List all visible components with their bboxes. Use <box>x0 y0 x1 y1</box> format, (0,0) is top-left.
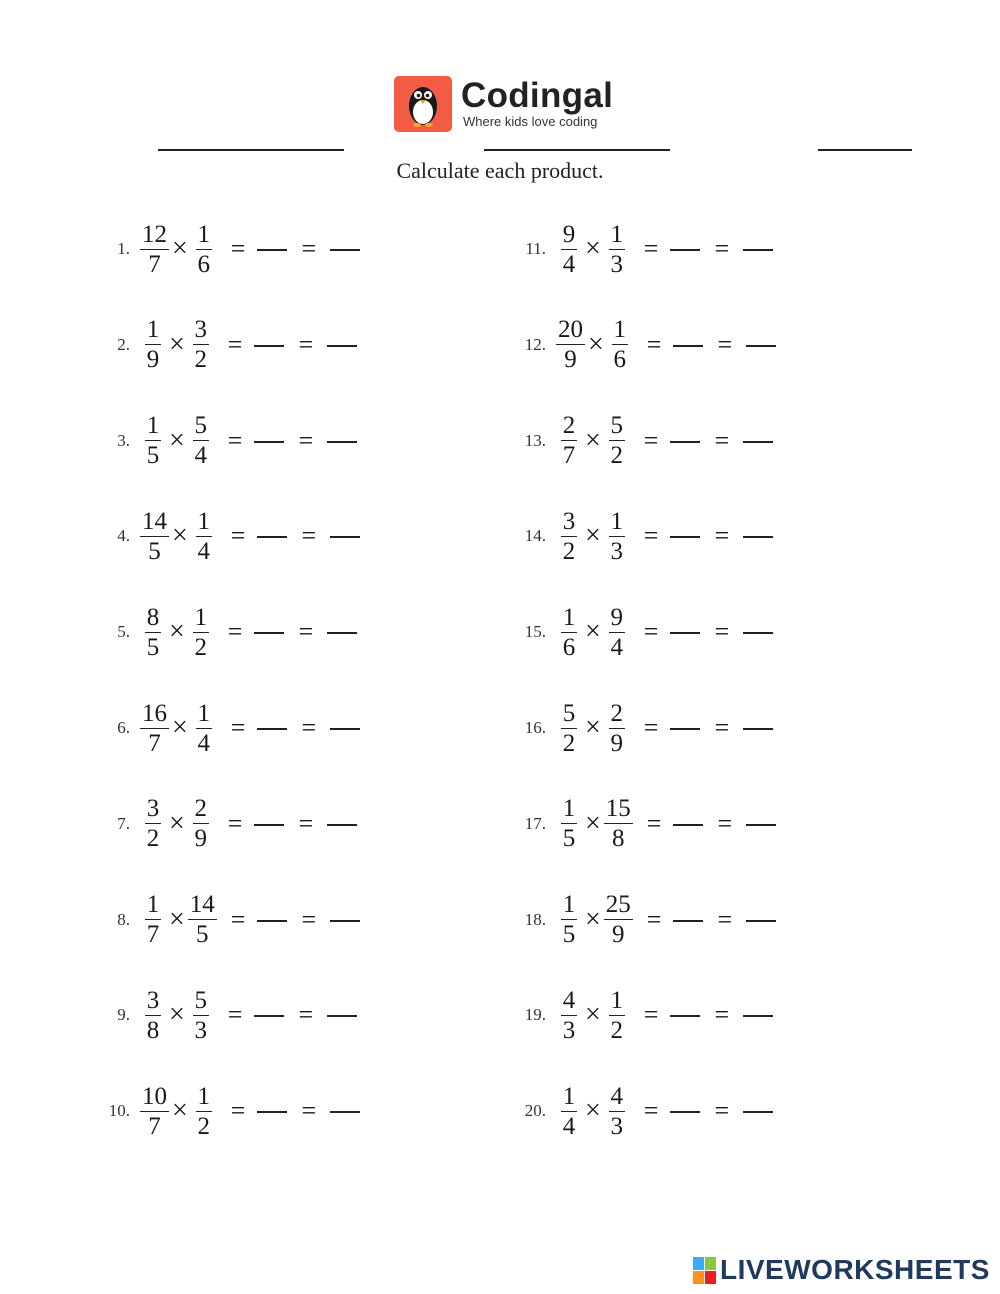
answer-blank-1[interactable] <box>673 920 703 922</box>
name-blank-line[interactable] <box>158 149 344 151</box>
fraction-b <box>188 412 214 469</box>
denominator: 9 <box>194 825 208 853</box>
equals-sign: = <box>643 425 659 455</box>
numerator: 1 <box>610 507 624 535</box>
fraction-b <box>607 316 633 373</box>
denominator: 9 <box>564 346 577 374</box>
numerator: 1 <box>610 220 624 248</box>
equals-sign: = <box>301 713 317 742</box>
problem-number: 6. <box>117 718 130 737</box>
answer-blank-1[interactable] <box>673 824 703 826</box>
liveworksheets-logo <box>693 1254 990 1286</box>
problem-number: 12. <box>524 334 546 354</box>
numerator: 16 <box>142 699 167 727</box>
denominator: 8 <box>146 1016 160 1044</box>
fraction-a <box>140 891 166 948</box>
fraction-a <box>140 412 166 469</box>
problem-item <box>508 310 776 380</box>
equals-sign: = <box>301 904 317 934</box>
numerator: 12 <box>142 220 167 248</box>
answer-blank-1[interactable] <box>670 632 700 634</box>
fraction-a <box>556 1083 582 1140</box>
fraction-a <box>140 221 169 278</box>
numerator: 4 <box>562 986 576 1014</box>
equals-sign: = <box>230 521 246 551</box>
times-sign: × <box>585 712 601 743</box>
fraction-b <box>604 1083 630 1140</box>
equals-sign: = <box>227 808 243 838</box>
denominator: 7 <box>146 921 160 949</box>
equals-sign: = <box>298 329 314 359</box>
problem-item <box>92 310 357 380</box>
denominator: 3 <box>610 250 624 278</box>
fraction-b <box>604 412 630 469</box>
answer-blank-1[interactable] <box>254 632 284 634</box>
numerator: 1 <box>197 220 211 248</box>
answer-blank-2[interactable] <box>746 920 776 922</box>
equals-sign: = <box>301 234 317 263</box>
times-sign: × <box>585 1095 601 1127</box>
numerator: 1 <box>610 986 624 1014</box>
answer-blank-1[interactable] <box>257 536 287 538</box>
footer-brand-text: LIVEWORKSHEETS <box>720 1254 990 1285</box>
problem-item <box>508 1076 773 1146</box>
equals-sign: = <box>714 617 730 647</box>
fraction-b <box>604 795 633 852</box>
numerator: 9 <box>562 220 576 248</box>
equals-sign: = <box>298 617 314 647</box>
equals-sign: = <box>646 904 662 934</box>
answer-blank-1[interactable] <box>254 345 284 347</box>
equals-sign: = <box>643 1096 659 1126</box>
codingal-logo <box>394 76 613 132</box>
problem-item <box>92 1076 360 1146</box>
fraction-b <box>604 508 630 565</box>
fraction-a <box>556 700 582 757</box>
times-sign: × <box>172 520 188 552</box>
numerator: 10 <box>142 1082 167 1110</box>
instructions: Calculate each product. <box>396 158 604 183</box>
equals-sign: = <box>227 425 243 455</box>
numerator: 20 <box>558 316 583 344</box>
answer-blank-1[interactable] <box>670 728 700 730</box>
answer-blank-1[interactable] <box>673 345 703 347</box>
fraction-a <box>556 795 582 852</box>
numerator: 4 <box>610 1082 624 1110</box>
times-sign: × <box>169 903 185 935</box>
answer-blank-2[interactable] <box>743 441 773 443</box>
problem-number: 5. <box>117 622 130 642</box>
numerator: 5 <box>562 699 576 727</box>
brand-tagline: Where kids love coding <box>463 114 598 129</box>
answer-blank-2[interactable] <box>330 920 360 922</box>
brand-name: Codingal <box>461 76 614 115</box>
denominator: 2 <box>610 1016 624 1044</box>
equals-sign: = <box>714 521 730 551</box>
answer-blank-2[interactable] <box>743 728 773 730</box>
fraction-a <box>140 604 166 661</box>
denominator: 7 <box>148 729 161 757</box>
fraction-b <box>191 221 217 278</box>
equals-sign: = <box>646 808 662 838</box>
denominator: 9 <box>146 346 160 374</box>
equals-sign: = <box>301 521 317 551</box>
fraction-a <box>140 1083 169 1140</box>
times-sign: × <box>169 807 185 839</box>
denominator: 7 <box>148 250 161 278</box>
numerator: 9 <box>610 603 624 631</box>
equals-sign: = <box>717 808 733 838</box>
denominator: 5 <box>562 825 576 853</box>
problem-item <box>92 214 360 284</box>
answer-blank-1[interactable] <box>670 1015 700 1017</box>
denominator: 7 <box>562 442 576 470</box>
problem-item <box>508 693 773 763</box>
answer-blank-2[interactable] <box>330 1111 360 1113</box>
numerator: 1 <box>197 699 211 727</box>
fraction-a <box>556 604 582 661</box>
numerator: 1 <box>613 316 627 344</box>
numerator: 2 <box>194 795 208 823</box>
times-sign: × <box>585 903 601 935</box>
equals-sign: = <box>227 617 243 647</box>
problem-item <box>508 501 773 571</box>
numerator: 5 <box>610 412 624 440</box>
numerator: 14 <box>142 507 167 535</box>
equals-sign: = <box>717 329 733 359</box>
numerator: 1 <box>562 603 576 631</box>
answer-blank-1[interactable] <box>670 249 700 251</box>
problem-item <box>508 214 773 284</box>
numerator: 3 <box>146 986 160 1014</box>
problem-number: 8. <box>117 909 130 929</box>
problem-item <box>508 597 773 667</box>
problem-item <box>92 789 357 859</box>
times-sign: × <box>169 424 185 456</box>
problem-number: 7. <box>117 813 130 833</box>
denominator: 2 <box>197 1112 211 1140</box>
problem-number: 3. <box>117 430 130 450</box>
problem-number: 2. <box>117 334 130 354</box>
problem-item <box>508 406 773 476</box>
numerator: 15 <box>605 795 631 823</box>
numerator: 2 <box>562 412 576 440</box>
answer-blank-1[interactable] <box>670 1111 700 1113</box>
numerator: 8 <box>146 603 160 631</box>
answer-blank-2[interactable] <box>327 824 357 826</box>
penguin-icon <box>394 76 452 132</box>
fraction-b <box>188 316 214 373</box>
class-blank-line[interactable] <box>484 149 670 151</box>
equals-sign: = <box>643 617 659 647</box>
fraction-b <box>604 700 630 757</box>
denominator: 9 <box>610 729 624 757</box>
problem-number: 11. <box>525 239 546 258</box>
denominator: 4 <box>610 633 624 661</box>
equals-sign: = <box>714 425 730 455</box>
answer-blank-2[interactable] <box>327 441 357 443</box>
equals-sign: = <box>301 1096 317 1126</box>
denominator: 4 <box>197 729 211 757</box>
problem-item <box>508 789 776 859</box>
equals-sign: = <box>230 1096 246 1126</box>
problem-number: 9. <box>117 1005 130 1025</box>
fraction-a <box>556 221 582 278</box>
answer-blank-2[interactable] <box>327 1015 357 1017</box>
fraction-b <box>604 987 630 1044</box>
fraction-b <box>191 700 217 757</box>
denominator: 6 <box>613 346 627 374</box>
fraction-a <box>140 508 169 565</box>
equals-sign: = <box>227 329 243 359</box>
equals-sign: = <box>646 329 662 359</box>
equals-sign: = <box>230 234 246 263</box>
answer-blank-2[interactable] <box>743 249 773 251</box>
answer-blank-1[interactable] <box>257 1111 287 1113</box>
problem-number: 4. <box>117 526 130 546</box>
times-sign: × <box>172 1095 188 1127</box>
answer-blank-2[interactable] <box>746 824 776 826</box>
problem-item <box>92 501 360 571</box>
equals-sign: = <box>714 1096 730 1126</box>
denominator: 5 <box>148 537 161 565</box>
answer-blank-2[interactable] <box>743 536 773 538</box>
numerator: 1 <box>194 603 208 631</box>
fraction-a <box>556 987 582 1044</box>
problem-number: 13. <box>524 430 546 450</box>
denominator: 8 <box>612 825 625 853</box>
problem-number: 20. <box>524 1101 546 1121</box>
fraction-a <box>556 891 582 948</box>
denominator: 2 <box>194 633 208 661</box>
problem-number: 1. <box>117 239 130 258</box>
denominator: 3 <box>610 1112 624 1140</box>
fraction-a <box>140 700 169 757</box>
answer-blank-2[interactable] <box>327 345 357 347</box>
denominator: 4 <box>194 442 208 470</box>
denominator: 2 <box>146 825 160 853</box>
answer-blank-1[interactable] <box>254 441 284 443</box>
answer-blank-2[interactable] <box>327 632 357 634</box>
problem-number: 18. <box>524 909 546 929</box>
answer-blank-1[interactable] <box>254 824 284 826</box>
equals-sign: = <box>230 713 246 742</box>
answer-blank-2[interactable] <box>330 536 360 538</box>
numerator: 1 <box>197 1082 211 1110</box>
numerator: 5 <box>194 412 208 440</box>
denominator: 6 <box>197 250 211 278</box>
denominator: 6 <box>562 633 576 661</box>
denominator: 2 <box>562 537 576 565</box>
equals-sign: = <box>298 808 314 838</box>
problem-number: 19. <box>524 1005 546 1025</box>
answer-blank-1[interactable] <box>254 1015 284 1017</box>
problem-item <box>508 980 773 1050</box>
fraction-b <box>188 604 214 661</box>
numerator: 1 <box>146 316 160 344</box>
problem-item <box>92 693 360 763</box>
problem-item <box>92 980 357 1050</box>
equals-sign: = <box>714 234 730 263</box>
denominator: 5 <box>562 921 576 949</box>
times-sign: × <box>172 712 188 743</box>
denominator: 5 <box>146 442 160 470</box>
problem-number: 15. <box>524 622 546 642</box>
equals-sign: = <box>643 234 659 263</box>
denominator: 4 <box>197 537 211 565</box>
answer-blank-2[interactable] <box>330 249 360 251</box>
numerator: 3 <box>562 507 576 535</box>
equals-sign: = <box>643 713 659 742</box>
times-sign: × <box>585 424 601 456</box>
fraction-b <box>188 987 214 1044</box>
numerator: 3 <box>146 795 160 823</box>
equals-sign: = <box>298 1000 314 1030</box>
equals-sign: = <box>714 1000 730 1030</box>
fraction-b <box>191 1083 217 1140</box>
answer-blank-1[interactable] <box>257 249 287 251</box>
answer-blank-1[interactable] <box>257 920 287 922</box>
problem-number: 17. <box>524 813 546 833</box>
denominator: 2 <box>194 346 208 374</box>
numerator: 2 <box>610 699 624 727</box>
numerator: 1 <box>197 507 211 535</box>
problem-item <box>508 885 776 955</box>
fraction-a <box>556 508 582 565</box>
denominator: 3 <box>562 1016 576 1044</box>
fraction-a <box>140 316 166 373</box>
numerator: 1 <box>562 795 576 823</box>
denominator: 5 <box>196 921 209 949</box>
answer-blank-2[interactable] <box>743 632 773 634</box>
equals-sign: = <box>298 425 314 455</box>
answer-blank-2[interactable] <box>743 1015 773 1017</box>
denominator: 4 <box>562 1112 576 1140</box>
numerator: 5 <box>194 986 208 1014</box>
equals-sign: = <box>230 904 246 934</box>
times-sign: × <box>585 233 601 264</box>
fraction-b <box>604 221 630 278</box>
answer-blank-2[interactable] <box>330 728 360 730</box>
fraction-b <box>191 508 217 565</box>
answer-blank-2[interactable] <box>743 1111 773 1113</box>
times-sign: × <box>588 328 604 360</box>
times-sign: × <box>169 999 185 1031</box>
problem-item <box>92 406 357 476</box>
answer-blank-1[interactable] <box>670 441 700 443</box>
answer-blank-2[interactable] <box>746 345 776 347</box>
equals-sign: = <box>227 1000 243 1030</box>
numerator: 25 <box>605 891 631 919</box>
times-sign: × <box>585 520 601 552</box>
fraction-a <box>140 795 166 852</box>
denominator: 7 <box>148 1112 161 1140</box>
denominator: 4 <box>562 250 576 278</box>
denominator: 2 <box>610 442 624 470</box>
denominator: 9 <box>612 921 625 949</box>
numerator: 1 <box>562 891 576 919</box>
times-sign: × <box>172 233 188 264</box>
times-sign: × <box>169 616 185 648</box>
denominator: 5 <box>146 633 160 661</box>
times-sign: × <box>169 328 185 360</box>
times-sign: × <box>585 616 601 648</box>
problem-number: 16. <box>524 718 546 737</box>
fraction-a <box>556 412 582 469</box>
fraction-a <box>556 316 585 373</box>
equals-sign: = <box>643 521 659 551</box>
fraction-b <box>604 604 630 661</box>
numerator: 1 <box>562 1082 576 1110</box>
liveworksheets-badge-icon <box>693 1257 716 1284</box>
numerator: 14 <box>189 891 215 919</box>
problem-number: 14. <box>524 526 546 546</box>
fraction-b <box>188 795 214 852</box>
numerator: 1 <box>146 412 160 440</box>
problem-number: 10. <box>108 1101 130 1121</box>
equals-sign: = <box>643 1000 659 1030</box>
times-sign: × <box>585 999 601 1031</box>
denominator: 3 <box>610 537 624 565</box>
answer-blank-1[interactable] <box>670 536 700 538</box>
fraction-b <box>188 891 217 948</box>
equals-sign: = <box>714 713 730 742</box>
answer-blank-1[interactable] <box>257 728 287 730</box>
numerator: 1 <box>146 891 160 919</box>
equals-sign: = <box>717 904 733 934</box>
problem-item <box>92 597 357 667</box>
denominator: 3 <box>194 1016 208 1044</box>
fraction-a <box>140 987 166 1044</box>
denominator: 2 <box>562 729 576 757</box>
problem-item <box>92 885 360 955</box>
fraction-b <box>604 891 633 948</box>
times-sign: × <box>585 807 601 839</box>
score-blank-line[interactable] <box>818 149 912 151</box>
numerator: 3 <box>194 316 208 344</box>
